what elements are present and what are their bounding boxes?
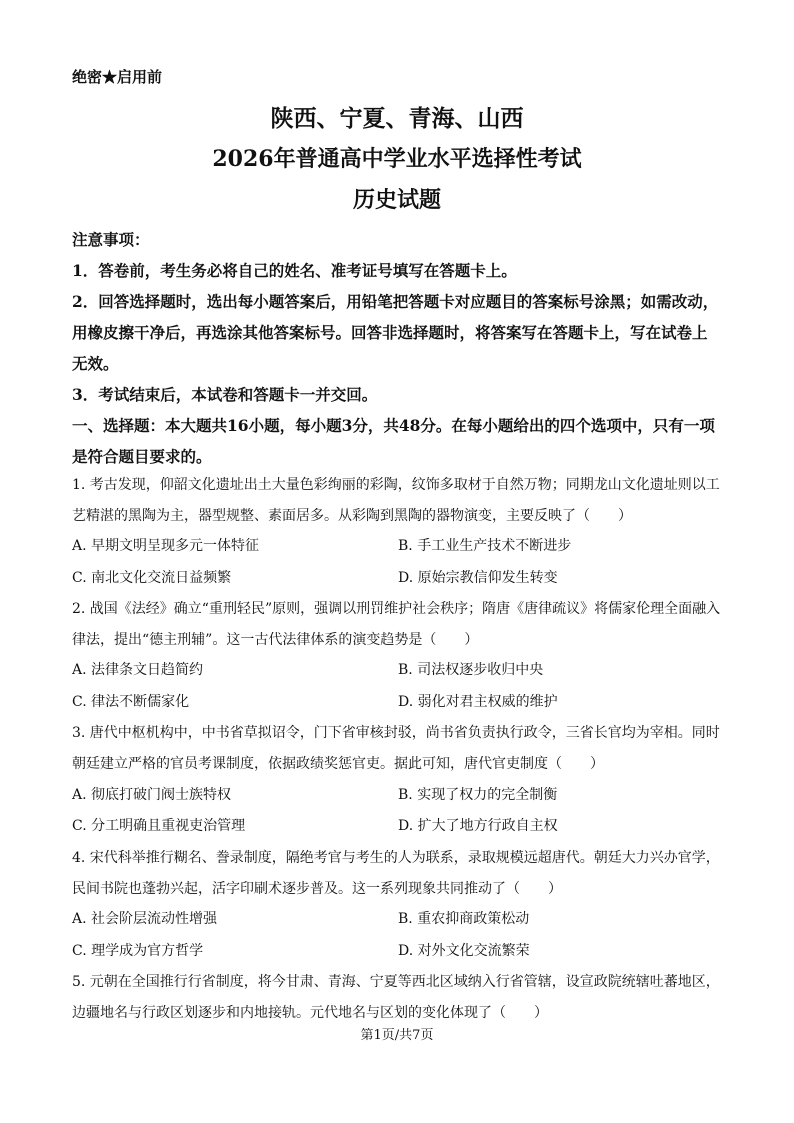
question-2-option-b: B. 司法权逐步收归中央: [398, 662, 544, 678]
question-4-option-a: A. 社会阶层流动性增强: [72, 911, 218, 927]
exam-name-title: 2026年普通高中学业水平选择性考试: [212, 146, 582, 172]
question-2-option-a: A. 法律条文日趋简约: [72, 662, 204, 678]
question-2-option-c: C. 律法不断儒家化: [72, 694, 190, 710]
question-4-option-b: B. 重农抑商政策松动: [398, 911, 530, 927]
page-number: 第1页/共7页: [360, 1028, 434, 1043]
question-4-stem: 4. 宋代科举推行糊名、誊录制度，隔绝考官与考生的人为联系，录取规模远超唐代。朝廷大力兴办官学，民间书院也蓬勃兴起，活字印刷术逐步普及。这一系列现象共同推动了（ ）: [72, 850, 720, 897]
question-4-option-c: C. 理学成为官方哲学: [72, 943, 204, 959]
question-1-option-d: D. 原始宗教信仰发生转变: [398, 570, 558, 586]
question-3-option-a: A. 彻底打破门阀士族特权: [72, 787, 232, 803]
question-3-option-b: B. 实现了权力的完全制衡: [398, 787, 558, 803]
notice-item-2: 2．回答选择题时，选出每小题答案后，用铅笔把答题卡对应题目的答案标号涂黑；如需改动，用橡皮擦干净后，再选涂其他答案标号。回答非选择题时，将答案写在答题卡上，写在试卷上无效。: [72, 292, 719, 373]
notice-heading: 注意事项：: [72, 230, 150, 249]
question-3-stem: 3. 唐代中枢机构中，中书省草拟诏令，门下省审核封驳，尚书省负责执行政令，三省长官均为宰相。同时朝廷建立严格的官员考课制度，依据政绩奖惩官吏。据此可知，唐代官吏制度（ ）: [72, 725, 720, 772]
exam-regions-title: 陕西、宁夏、青海、山西: [270, 105, 524, 132]
question-4-option-d: D. 对外文化交流繁荣: [398, 943, 530, 959]
question-1-option-a: A. 早期文明呈现多元一体特征: [72, 538, 260, 554]
question-3-option-d: D. 扩大了地方行政自主权: [398, 818, 558, 834]
question-2-option-d: D. 弱化对君主权威的维护: [398, 694, 558, 710]
question-1-option-b: B. 手工业生产技术不断进步: [398, 538, 572, 554]
confidential-label: 绝密★启用前: [72, 68, 163, 86]
question-5-stem: 5. 元朝在全国推行行省制度，将今甘肃、青海、宁夏等西北区域纳入行省管辖，设宣政院统辖吐蕃地区，边疆地名与行政区划逐步和内地接轨。元代地名与区划的变化体现了（ ）: [72, 974, 720, 1021]
notice-item-3: 3．考试结束后，本试卷和答题卡一并交回。: [72, 385, 378, 404]
question-3-option-c: C. 分工明确且重视吏治管理: [72, 818, 246, 834]
notice-item-1: 1．答卷前，考生务必将自己的姓名、准考证号填写在答题卡上。: [72, 261, 517, 280]
subject-title: 历史试题: [352, 187, 441, 213]
section-1-heading: 一、选择题：本大题共16小题，每小题3分，共48分。在每小题给出的四个选项中，只有一项是符合题目要求的。: [72, 416, 715, 466]
question-1-stem: 1. 考古发现，仰韶文化遗址出土大量色彩绚丽的彩陶，纹饰多取材于自然万物；同期龙山文化遗址则以工艺精湛的黑陶为主，器型规整、素面居多。从彩陶到黑陶的器物演变，主要反映了（ ）: [72, 477, 720, 524]
question-2-stem: 2. 战国《法经》确立“重刑轻民”原则，强调以刑罚维护社会秩序；隋唐《唐律疏议》将儒家伦理全面融入律法，提出“德主刑辅”。这一古代法律体系的演变趋势是（ ）: [72, 601, 721, 648]
question-1-option-c: C. 南北文化交流日益频繁: [72, 570, 232, 586]
